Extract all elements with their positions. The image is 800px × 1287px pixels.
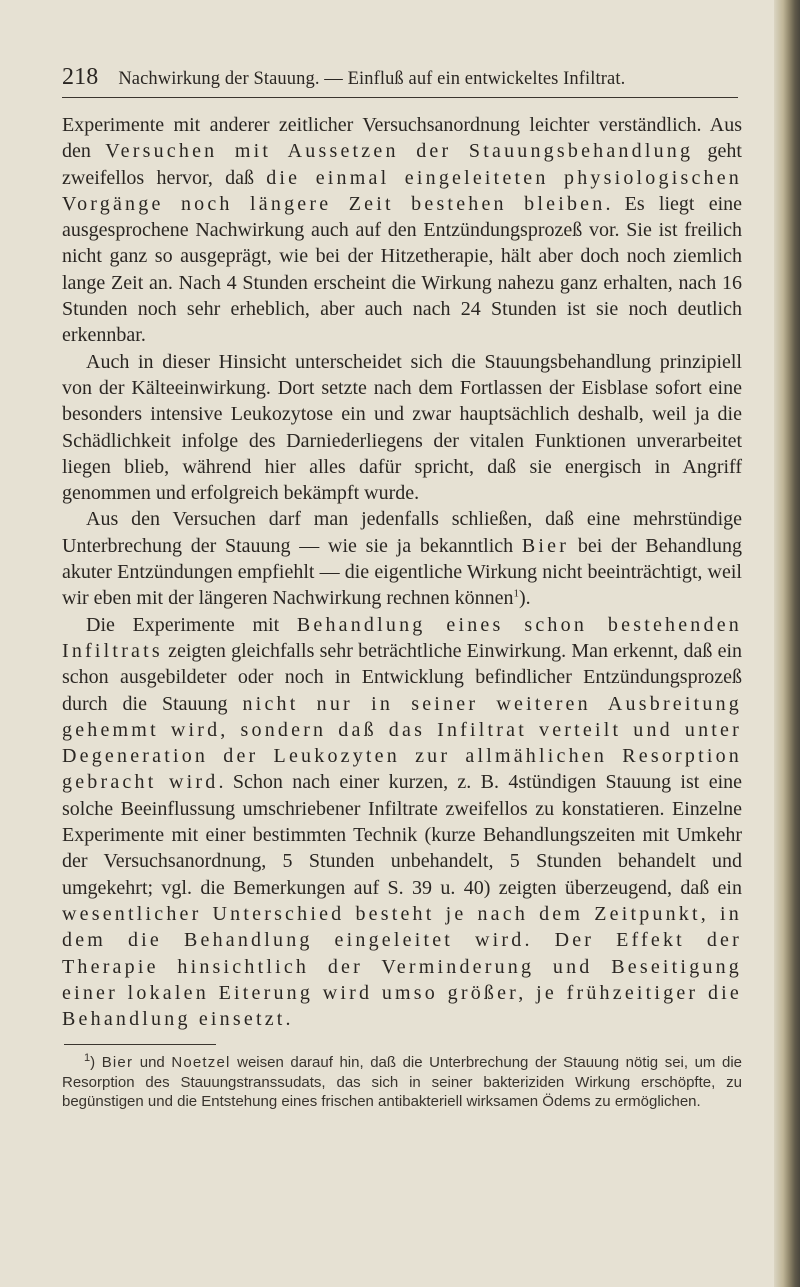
text-run: Aus den Versuchen darf man jedenfalls schließen, daß eine mehrstündige Unterbrechung der Stauung — wie sie ja bekanntlich [62, 508, 742, 557]
author-name: Bier [521, 534, 570, 557]
spaced-emphasis: Behandlung eines schon bestehenden Infiltrats [62, 613, 742, 662]
spaced-emphasis: Versuchen mit Aussetzen der Stauungsbehandlung [105, 140, 694, 163]
footnote-marker: 1 [84, 1052, 91, 1065]
text-run: und [133, 1054, 172, 1072]
page-number: 218 [62, 64, 99, 90]
book-binding-edge [774, 0, 800, 1287]
paragraph-3 [62, 506, 742, 611]
paragraph-1 [62, 112, 742, 349]
text-run: Auch in dieser Hinsicht unterscheidet sich die Stauungsbehandlung prinzipiell von der Kälteeinwirkung. Dort setzte nach dem Fortlassen der Eisblase sofort eine besonders intensive Leukozytose ein und zwar hauptsächlich deshalb, weil ja die Schädlichkeit infolge des Darniederliegens der vitalen Funktionen unverarbeitet liegen blieb, während hier alles dafür spricht, daß sie energisch in Angriff genommen und erfolgreich bekämpft wurde. [62, 350, 742, 505]
running-title: Nachwirkung der Stauung. — Einfluß auf ein entwickeltes Infiltrat. [118, 69, 626, 89]
text-run: . Es liegt eine ausgesprochene Nachwirkung auch auf den Entzündungsprozeß vor. Sie ist freilich nicht ganz so ausgeprägt, wie bei der Hitzetherapie, hält aber doch noch ziemlich lange Zeit an. Nach 4 Stunden erscheint die Wirkung nahezu ganz erhalten, nach 16 Stunden noch sehr erheblich, aber auch nach 24 Stunden ist sie noch deutlich erkennbar. [62, 192, 743, 347]
spaced-emphasis: die einmal eingeleiteten physiologischen Vorgänge noch längere Zeit bestehen bleiben [62, 166, 742, 215]
author-name: Noetzel [171, 1054, 231, 1072]
header-rule [62, 97, 738, 98]
page-header [62, 64, 742, 91]
author-name: Bier [101, 1054, 134, 1072]
spaced-emphasis: wesentlicher Unterschied besteht je nach dem Zeitpunkt, in dem die Behandlung eingeleitet wird. Der Effekt der Therapie hinsichtlich der Verminderung und Beseitigung einer lokalen Eiterung wird umso größer, je frühzeitiger die Behandlung einsetzt [62, 902, 742, 1031]
text-run: zeigten gleichfalls sehr beträchtliche Einwirkung. Man erkennt, daß ein schon ausgebildeter oder noch in Entwicklung befindlicher Entzündungsprozeß durch die Stauung [62, 639, 742, 715]
text-run: bei der Behandlung akuter Entzündungen empfiehlt — die eigentliche Wirkung nicht beeinträchtigt, weil wir eben mit der längeren Nachwirkung rechnen können [62, 534, 743, 610]
footnote [62, 1053, 742, 1112]
paragraph-2 [62, 349, 742, 507]
text-run: Die Experimente mit [86, 613, 297, 636]
paragraph-4 [62, 612, 742, 1033]
text-run: Experimente mit anderer zeitlicher Versuchsanordnung leichter verständlich. Aus den [62, 114, 742, 163]
text-run: weisen darauf hin, daß die Unterbrechung der Stauung nötig sei, um die Resorption des Stauungstranssudats, das sich in seiner bakteriziden Wirkung erschöpfte, zu begünstigen und die Entstehung eines frischen antibakteriell wirksamen Ödems zu ermöglichen. [62, 1054, 742, 1111]
text-run: . [285, 1008, 291, 1031]
text-run: ) [90, 1054, 102, 1072]
spaced-emphasis: nicht nur in seiner weiteren Ausbreitung gehemmt wird, sondern daß das Infiltrat verteilt und unter Degeneration der Leukozyten zur allmählichen Resorption gebracht wird [62, 692, 742, 794]
text-run: ). [519, 587, 531, 610]
footnote-rule [64, 1044, 216, 1045]
text-run: . Schon nach einer kurzen, z. B. 4stündigen Stauung ist eine solche Beeinflussung umschriebener Infiltrate zweifellos zu konstatieren. Einzelne Experimente mit einer bestimmten Technik (kurze Behandlungszeiten mit Umkehr der Versuchsanordnung, 5 Stunden unbehandelt, 5 Stunden behandelt und umgekehrt; vgl. die Bemerkungen auf S. 39 u. 40) zeigten überzeugend, daß ein [62, 771, 742, 899]
footnote-ref[interactable]: 1 [513, 587, 519, 600]
body-text [62, 112, 742, 1032]
text-run: geht zweifellos hervor, daß [62, 140, 742, 189]
book-page [62, 64, 742, 1127]
